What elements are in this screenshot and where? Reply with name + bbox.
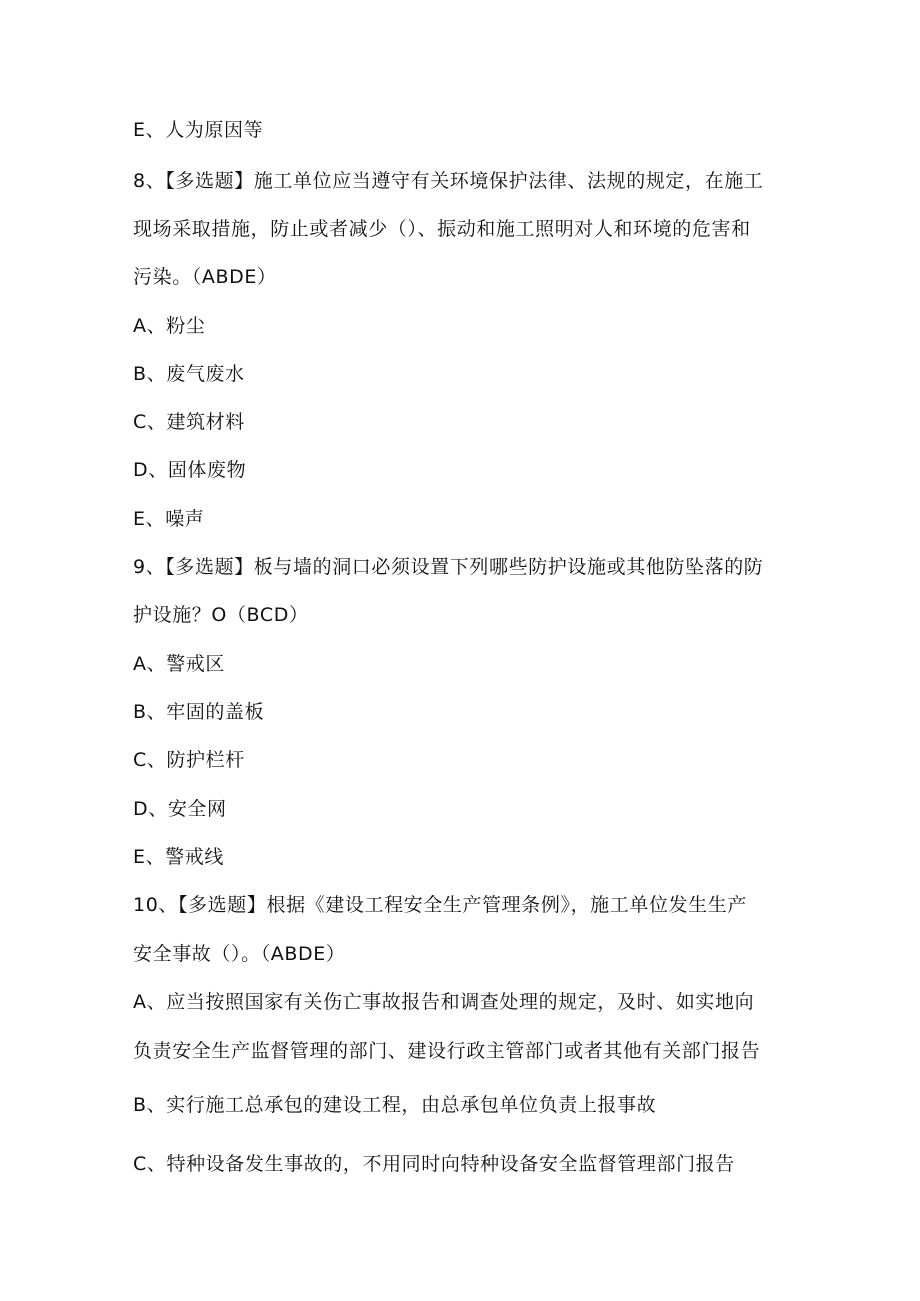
q10-stem-line-2: 安全事故（）。（ABDE） [133, 943, 346, 965]
q8-stem-line-2: 现场采取措施，防止或者减少（）、振动和施工照明对人和环境的危害和 [133, 218, 751, 240]
q9-option-c: C、防护栏杆 [133, 749, 245, 771]
q8-option-e: E、噪声 [133, 508, 205, 530]
q8-stem-line-1: 8、【多选题】施工单位应当遵守有关环境保护法律、法规的规定，在施工 [133, 170, 764, 192]
q10-stem-line-1: 10、【多选题】根据《建设工程安全生产管理条例》，施工单位发生生产 [133, 894, 747, 916]
q9-option-b: B、牢固的盖板 [133, 701, 265, 723]
q8-option-b: B、废气废水 [133, 363, 245, 385]
q8-stem-line-3: 污染。（ABDE） [133, 266, 277, 288]
q9-option-a: A、警戒区 [133, 653, 225, 675]
q8-option-c: C、建筑材料 [133, 411, 245, 433]
q9-option-d: D、安全网 [133, 798, 227, 820]
q8-option-a: A、粉尘 [133, 315, 206, 337]
q9-stem-line-2: 护设施？O（BCD） [133, 604, 309, 626]
q10-option-a-line-1: A、应当按照国家有关伤亡事故报告和调查处理的规定，及时、如实地向 [133, 991, 755, 1013]
q9-stem-line-1: 9、【多选题】板与墙的洞口必须设置下列哪些防护设施或其他防坠落的防 [133, 556, 764, 578]
q10-option-a-line-2: 负责安全生产监督管理的部门、建设行政主管部门或者其他有关部门报告 [133, 1040, 761, 1062]
q7-option-e: E、人为原因等 [133, 119, 264, 141]
q9-option-e: E、警戒线 [133, 846, 225, 868]
q10-option-b: B、实行施工总承包的建设工程，由总承包单位负责上报事故 [133, 1094, 657, 1116]
q10-option-c: C、特种设备发生事故的，不用同时向特种设备安全监督管理部门报告 [133, 1153, 735, 1175]
q8-option-d: D、固体废物 [133, 459, 247, 481]
